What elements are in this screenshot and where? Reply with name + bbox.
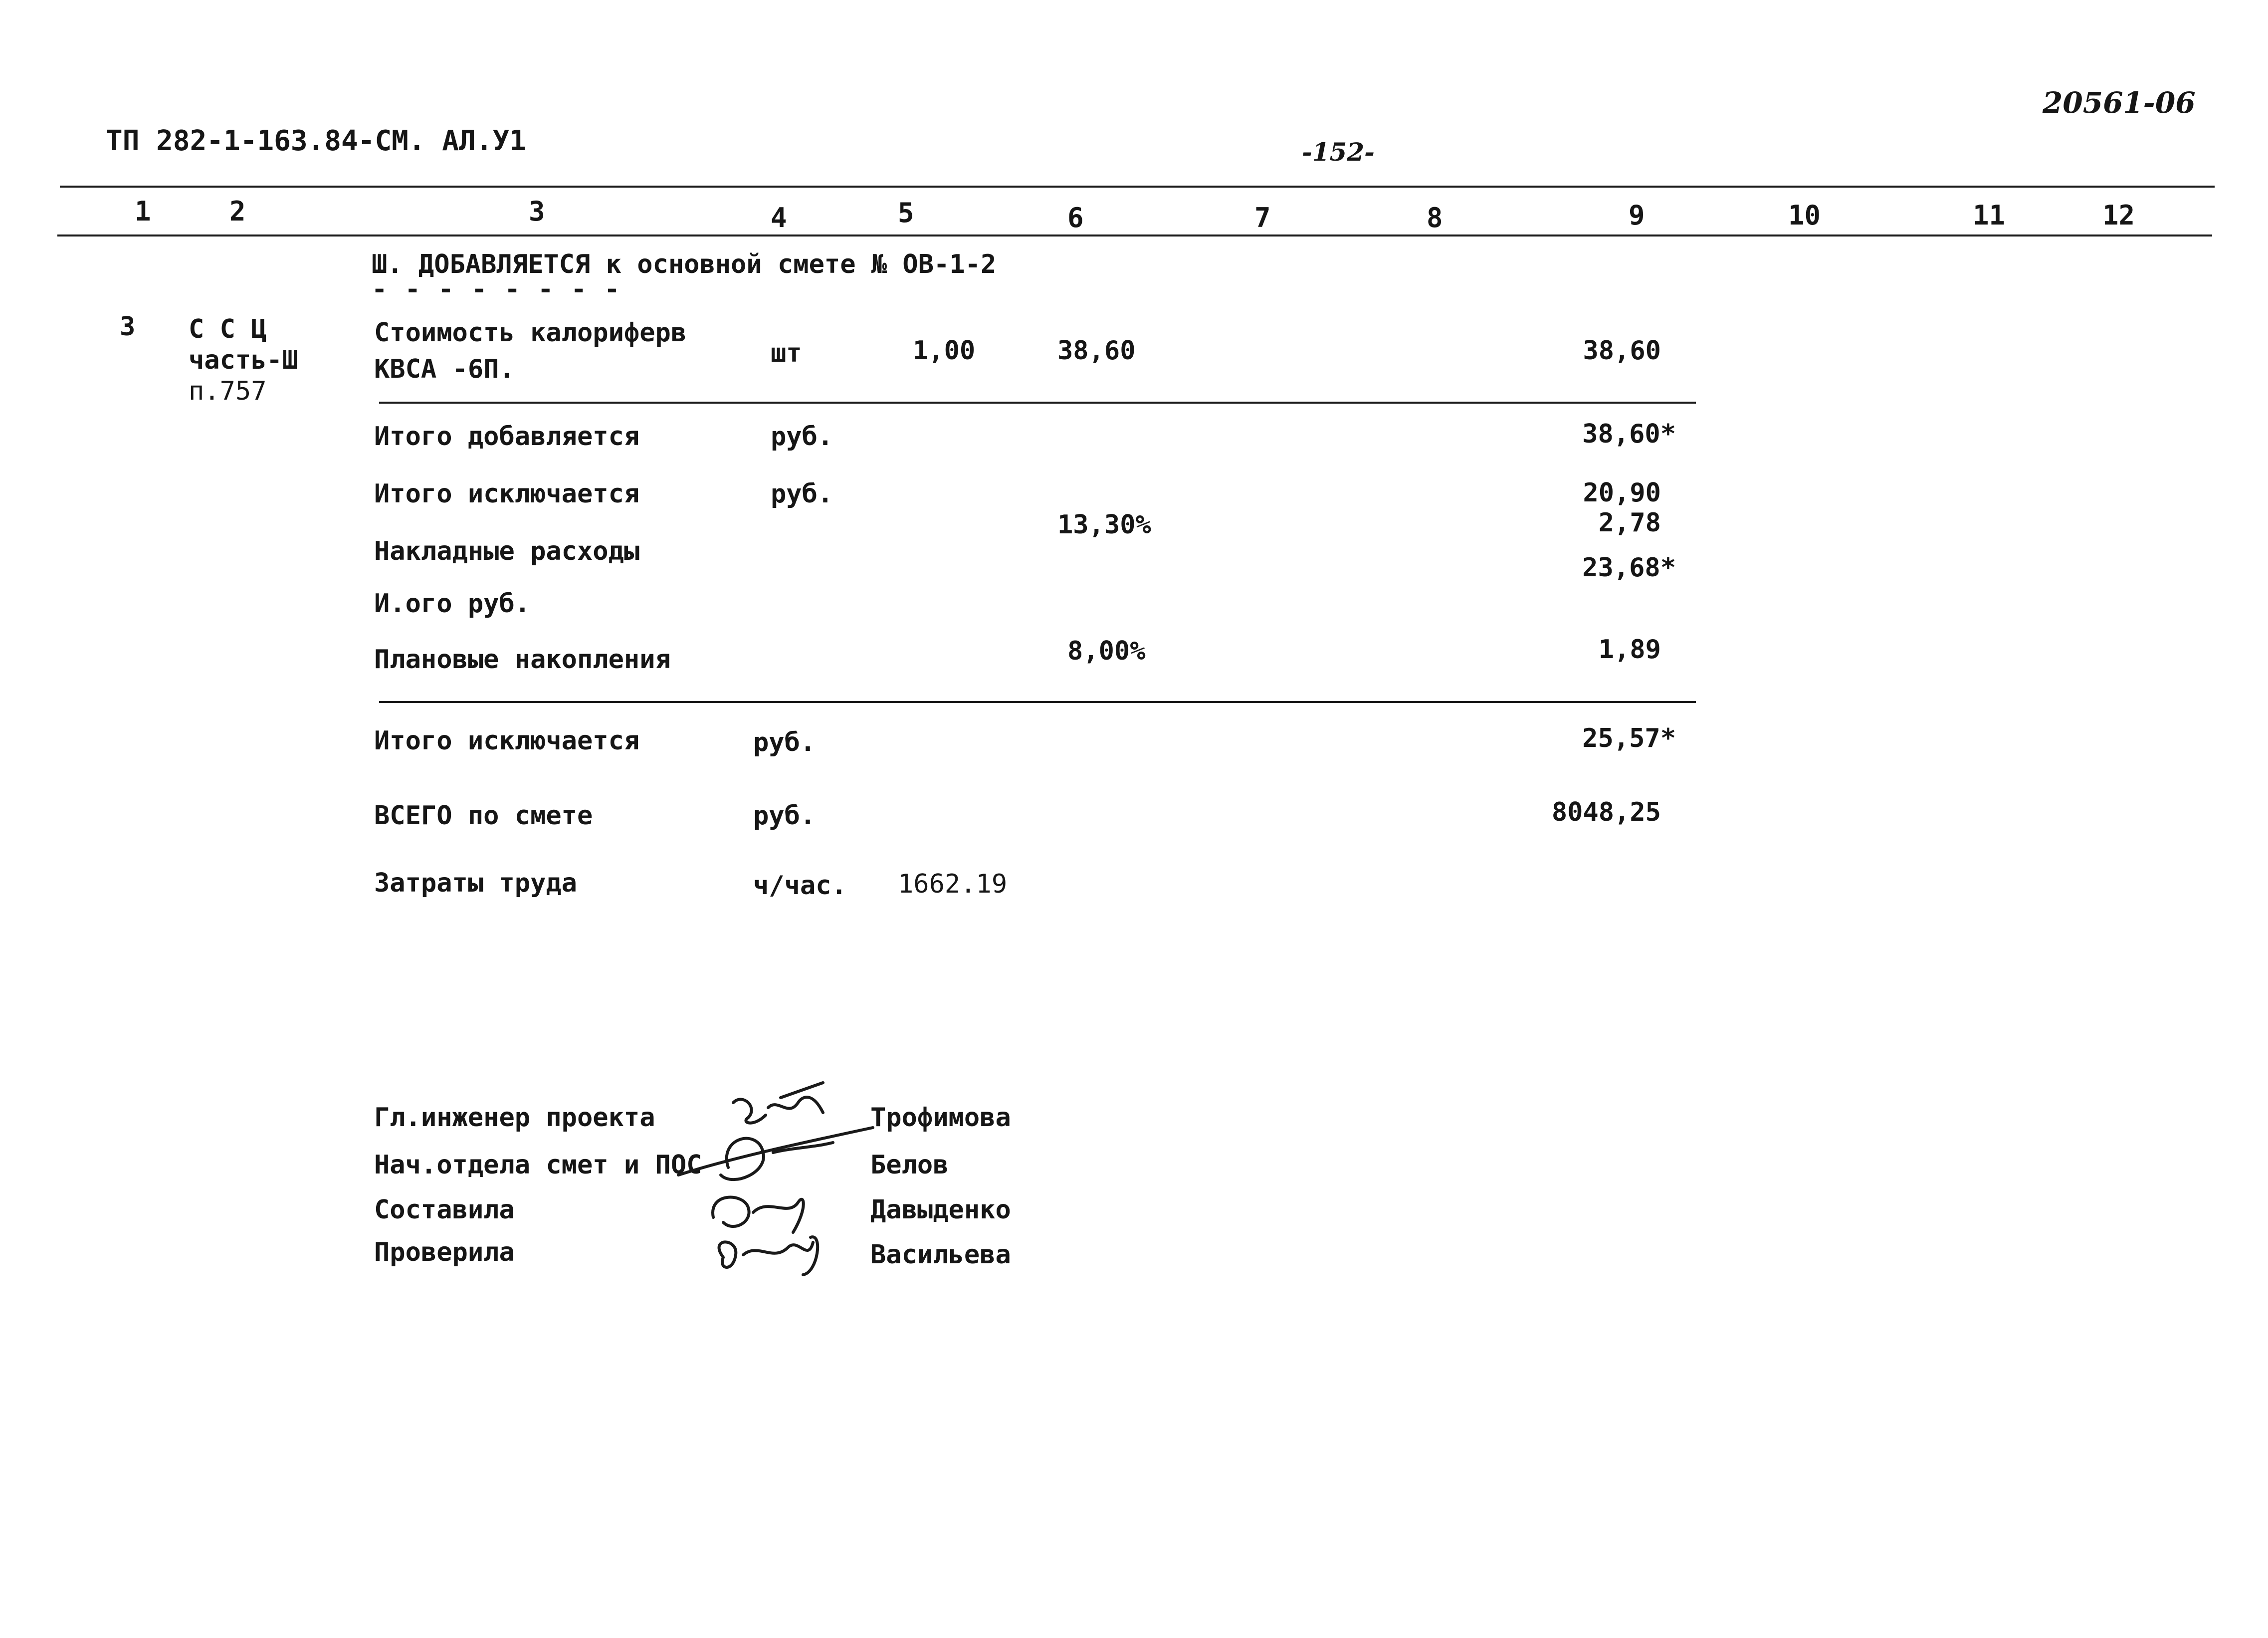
signature-scribble-2: [678, 1128, 873, 1179]
planned-savings-label: Плановые накопления: [374, 645, 671, 675]
signature-role-compiler: Составила: [374, 1195, 515, 1225]
excluded-grand-label: Итого исключается: [374, 726, 640, 756]
column-number-8: 8: [1427, 202, 1443, 234]
signature-name-checker: Васильева: [870, 1240, 1011, 1270]
section-title: Ш. ДОБАВЛЯЕТСЯ к основной смете № ОВ-1-2: [372, 249, 997, 279]
labor-cost-value: 1662.19: [898, 869, 1008, 899]
planned-savings-value: 1,89: [1598, 635, 1661, 665]
item-reference-line-3: п.757: [189, 376, 267, 406]
column-number-3: 3: [529, 196, 545, 227]
planned-savings-rate: 8,00%: [1067, 636, 1146, 666]
item-description-line-2: КВСА -6П.: [374, 354, 515, 384]
item-reference-line-2: часть-Ш: [189, 345, 298, 375]
item-separator-rule: [379, 402, 1696, 404]
overhead-rate: 13,30%: [1057, 510, 1151, 540]
signature-scribble-1: [733, 1083, 823, 1123]
column-number-7: 7: [1254, 202, 1271, 234]
archive-number: 20561-06: [2043, 86, 2196, 120]
signature-scribble-4: [719, 1237, 818, 1275]
signature-role-chief-engineer: Гл.инженер проекта: [374, 1103, 655, 1133]
added-total-unit: руб.: [771, 422, 833, 452]
item-unit: шт: [771, 338, 802, 368]
page-number: -152-: [1302, 137, 1375, 167]
header-bottom-rule: [57, 234, 2212, 236]
added-total-value: 38,60*: [1582, 419, 1676, 449]
section-title-underline: - - - - - - - -: [372, 274, 621, 304]
excluded-total-unit: руб.: [771, 479, 833, 509]
signature-role-department-head: Нач.отдела смет и ПОС: [374, 1150, 702, 1180]
excluded-grand-unit: руб.: [753, 727, 816, 757]
estimate-total-value: 8048,25: [1551, 797, 1661, 827]
item-total: 38,60: [1583, 336, 1661, 366]
estimate-total-label: ВСЕГО по смете: [374, 801, 593, 831]
item-unit-price: 38,60: [1057, 336, 1136, 366]
signature-name-department-head: Белов: [870, 1150, 949, 1180]
signature-scribble-3: [713, 1197, 804, 1232]
overhead-value: 2,78: [1598, 508, 1661, 538]
handwritten-signatures: [673, 1073, 883, 1282]
labor-cost-label: Затраты труда: [374, 868, 577, 898]
column-number-6: 6: [1067, 202, 1084, 234]
item-number: 3: [120, 312, 136, 342]
signature-name-compiler: Давыденко: [870, 1195, 1011, 1225]
column-number-5: 5: [898, 197, 914, 229]
excluded-total-label: Итого исключается: [374, 479, 640, 509]
column-number-9: 9: [1629, 200, 1645, 231]
estimate-total-unit: руб.: [753, 801, 816, 831]
column-number-10: 10: [1788, 200, 1821, 231]
column-number-11: 11: [1973, 200, 2006, 231]
labor-cost-unit: ч/час.: [753, 871, 847, 901]
item-quantity: 1,00: [913, 336, 976, 366]
totals-separator-rule: [379, 701, 1696, 703]
item-description-line-1: Стоимость калориферв: [374, 318, 687, 348]
column-number-4: 4: [771, 202, 787, 234]
header-top-rule: [60, 186, 2215, 188]
signature-role-checker: Проверила: [374, 1237, 515, 1267]
overhead-label: Накладные расходы: [374, 536, 640, 566]
document-code: ТП 282-1-163.84-СМ. АЛ.У1: [106, 125, 526, 157]
subtotal-label: И.ого руб.: [374, 589, 531, 619]
excluded-total-value: 20,90: [1583, 478, 1661, 508]
added-total-label: Итого добавляется: [374, 422, 640, 452]
column-number-1: 1: [135, 196, 151, 227]
signature-name-chief-engineer: Трофимова: [870, 1103, 1011, 1133]
item-reference-line-1: С С Ц: [189, 314, 267, 344]
subtotal-value: 23,68*: [1582, 553, 1676, 583]
column-number-12: 12: [2102, 200, 2135, 231]
excluded-grand-value: 25,57*: [1582, 723, 1676, 753]
column-number-2: 2: [229, 196, 246, 227]
